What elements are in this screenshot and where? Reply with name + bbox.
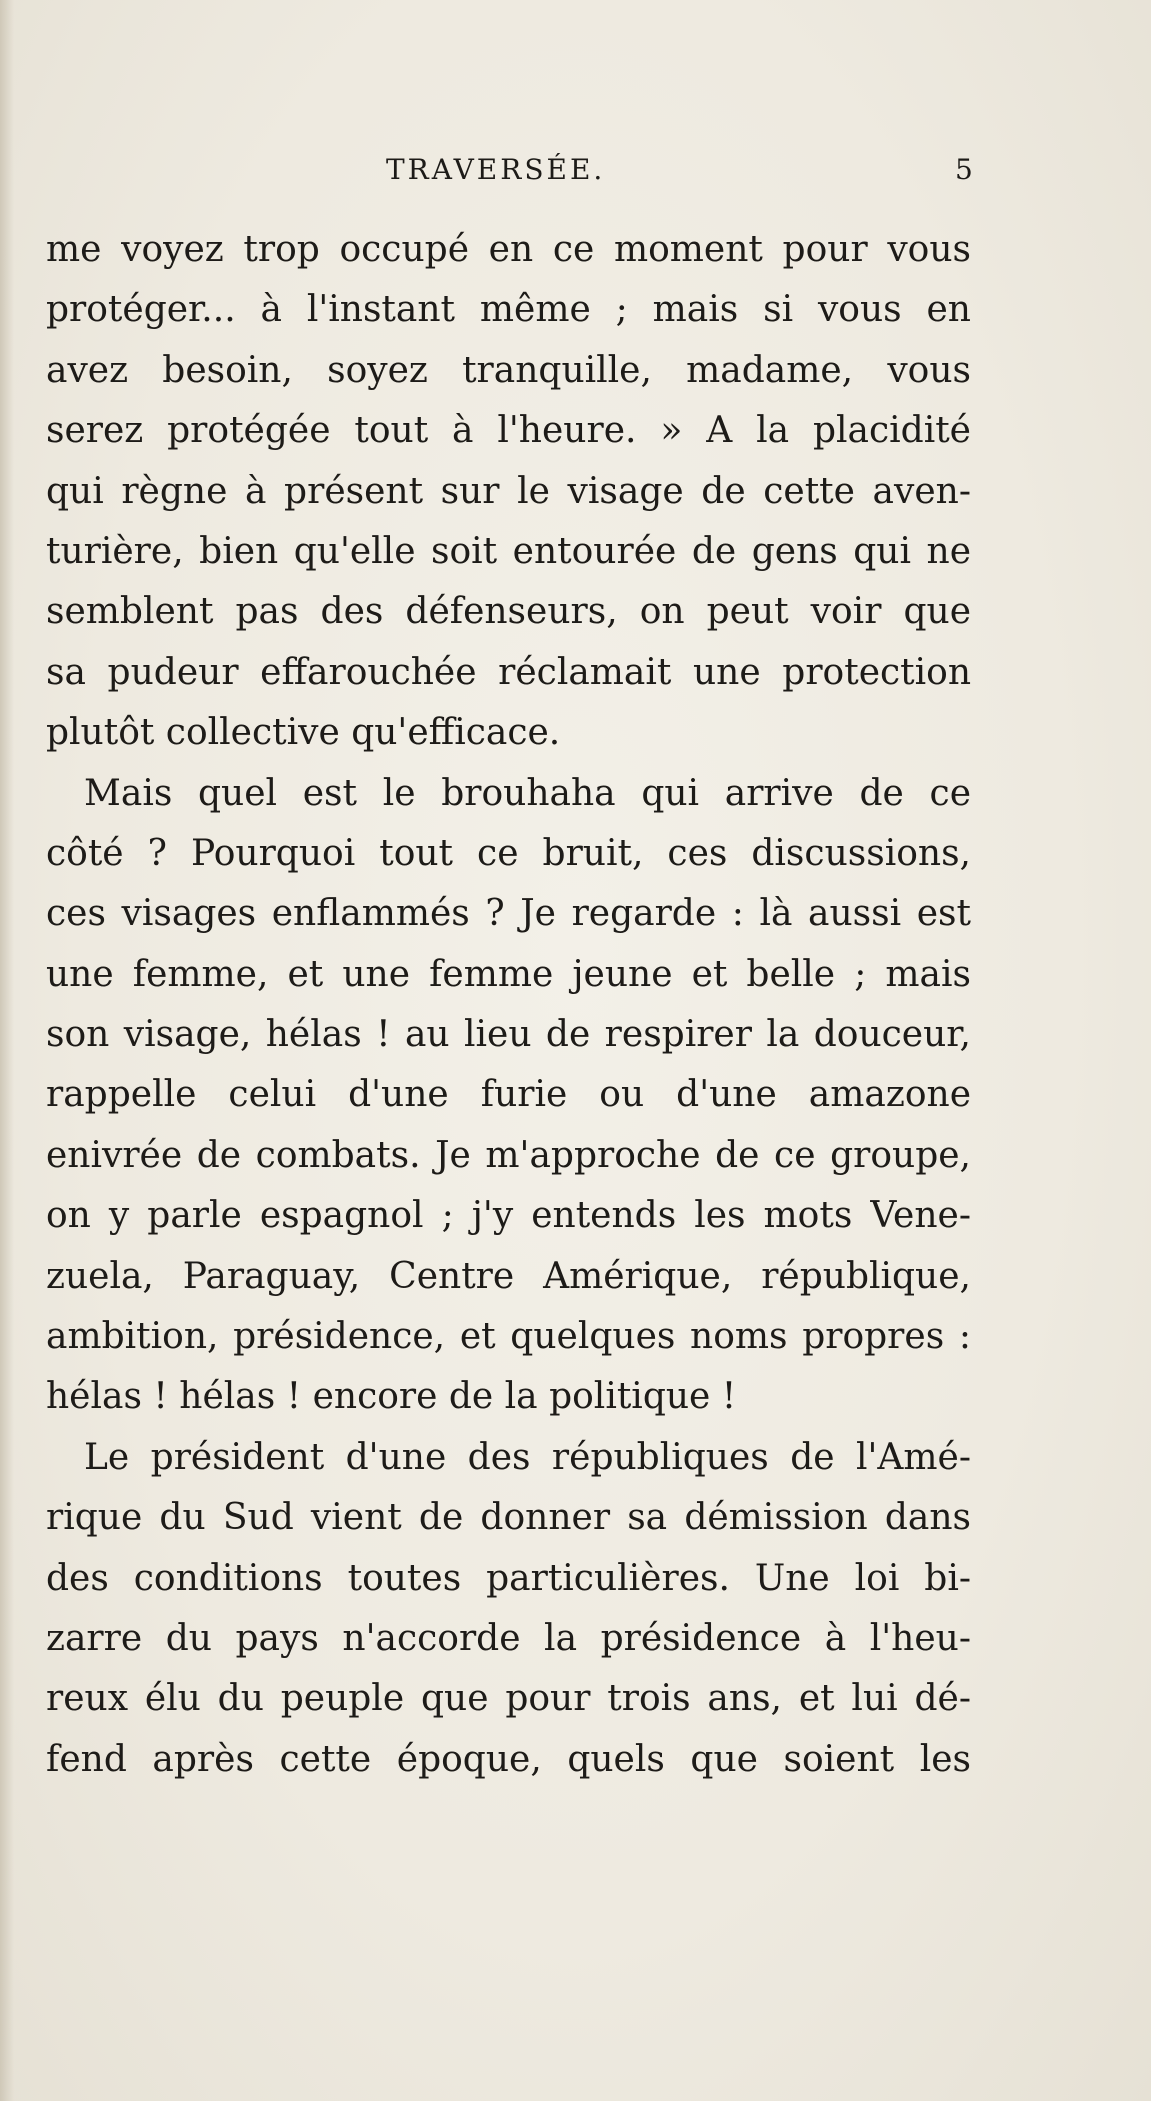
text-line: qui règne à présent sur le visage de cette aven- (46, 470, 971, 512)
text-line: rique du Sud vient de donner sa démission dans (46, 1497, 971, 1539)
text-line: zarre du pays n'accorde la présidence à l'heu- (46, 1617, 971, 1659)
text-line: turière, bien qu'elle soit entourée de gens qui ne (46, 530, 971, 572)
text-line: ces visages enflammés ? Je regarde : là aussi est (46, 893, 971, 935)
text-line: zuela, Paraguay, Centre Amérique, république, (46, 1255, 971, 1297)
text-line: Le président d'une des républiques de l'Amé- (84, 1436, 971, 1478)
text-line: une femme, et une femme jeune et belle ; mais (46, 953, 971, 995)
running-head (0, 148, 1151, 192)
page-number: 5 (955, 153, 973, 186)
text-line: me voyez trop occupé en ce moment pour vous (46, 229, 971, 270)
text-line: enivrée de combats. Je m'approche de ce groupe, (46, 1134, 971, 1176)
text-line: on y parle espagnol ; j'y entends les mots Vene- (46, 1195, 971, 1237)
text-line: ambition, présidence, et quelques noms propres : (46, 1316, 971, 1358)
text-line: fend après cette époque, quels que soient les (46, 1738, 971, 1780)
running-title: TRAVERSÉE. (386, 153, 606, 186)
text-line: son visage, hélas ! au lieu de respirer la douceur, (46, 1014, 971, 1056)
text-line: avez besoin, soyez tranquille, madame, vous (46, 349, 971, 391)
text-line: des conditions toutes particulières. Une loi bi- (46, 1557, 971, 1599)
text-line: Mais quel est le brouhaha qui arrive de ce (84, 772, 971, 814)
text-line: rappelle celui d'une furie ou d'une amazone (46, 1074, 971, 1116)
body-text (46, 220, 971, 1790)
text-line: sa pudeur effarouchée réclamait une protection (46, 651, 971, 693)
text-line: plutôt collective qu'efficace. (46, 712, 561, 754)
text-line: reux élu du peuple que pour trois ans, et lui dé- (46, 1678, 971, 1720)
text-line: protéger... à l'instant même ; mais si vous en (46, 289, 971, 331)
text-line: hélas ! hélas ! encore de la politique ! (46, 1376, 737, 1418)
page-gutter-shadow (0, 0, 14, 2101)
text-line: semblent pas des défenseurs, on peut voir que (46, 591, 971, 633)
text-line: côté ? Pourquoi tout ce bruit, ces discussions, (46, 832, 971, 874)
text-line: serez protégée tout à l'heure. » A la placidité (46, 410, 971, 452)
